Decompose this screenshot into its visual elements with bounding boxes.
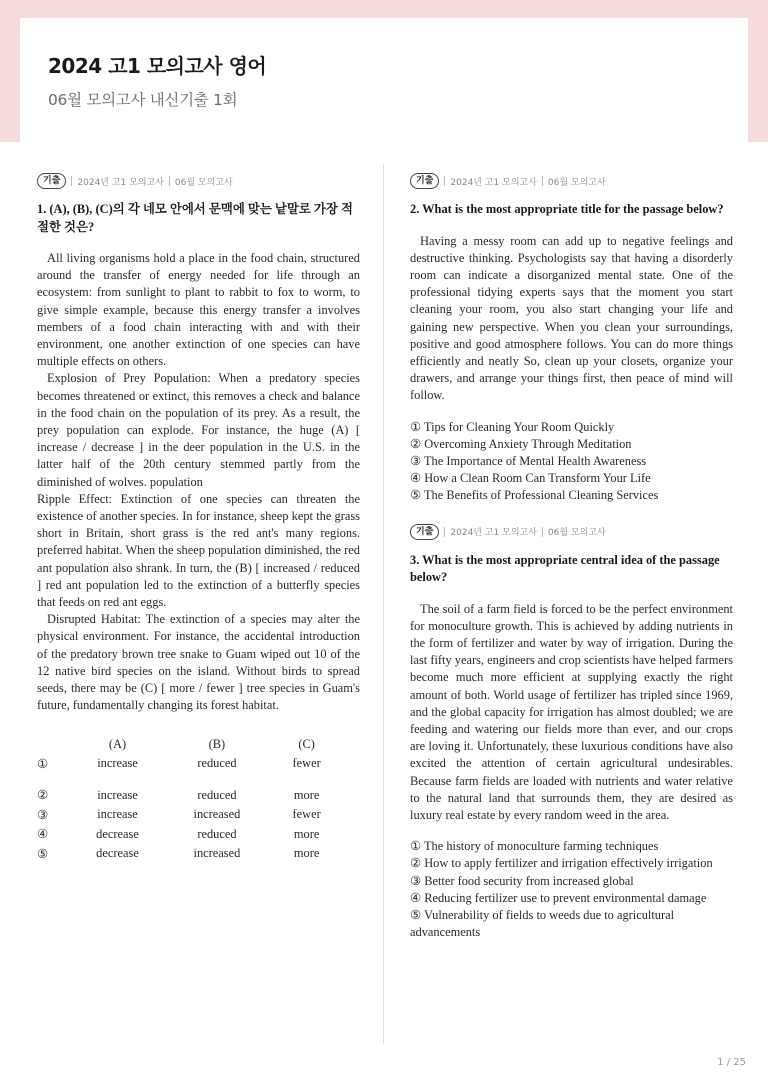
- option-c: more: [293, 826, 320, 841]
- answer-option[interactable]: [37, 824, 360, 844]
- passage-paragraph: Explosion of Prey Population: When a predatory species becomes threatened or extinct, this removes a check and balance in the food chain on the population of its prey. As a result, the prey population can explode. For instance, the huge (A) [ increase / decrease ] in the deer population in the U.S. in the latter half of the 20th century stemmed partly from the diminished of wolves. population: [37, 371, 360, 489]
- option-number: ④: [37, 827, 49, 842]
- question-passage: [410, 601, 733, 825]
- option-number: ③: [37, 807, 49, 822]
- option-c: fewer: [292, 807, 321, 822]
- page-number: 1 / 25: [717, 1057, 746, 1068]
- option-b: reduced: [197, 756, 237, 771]
- passage-paragraph: Having a messy room can add up to negative feelings and destructive thinking. Psychologists say that having a disorderly room can indicate a disorganized mental state. One of the professional tidying experts says that the moment you start cleaning your room, you also start changing your life and gaining new perspective. When you clean your surroundings, positive and good atmosphere follows. You can do more things efficiently and neatly So, clean up your closets, organize your drawers, and arrange your things first, then peace of mind will follow.: [410, 233, 733, 403]
- document-title: 2024 고1 모의고사 영어: [48, 54, 267, 78]
- question-title: 2. What is the most appropriate title for the passage below?: [410, 202, 724, 216]
- answer-table-header: [37, 734, 360, 754]
- option-a: decrease: [96, 826, 139, 841]
- document-subtitle: 06월 모의고사 내신기출 1회: [48, 91, 238, 109]
- question-meta: [410, 172, 733, 190]
- choice-option[interactable]: ③ Better food security from increased global: [410, 873, 634, 888]
- meta-separator: [71, 176, 72, 186]
- option-b: increased: [193, 846, 241, 861]
- question-passage: [410, 233, 733, 405]
- answer-option[interactable]: [37, 785, 360, 805]
- column-header: (A): [108, 736, 127, 751]
- choice-list: [410, 419, 733, 505]
- choice-option[interactable]: ② How to apply fertilizer and irrigation effectively irrigation: [410, 856, 713, 871]
- answer-option[interactable]: [37, 844, 360, 864]
- meta-separator: [542, 176, 543, 186]
- source-badge: 기출: [410, 173, 439, 189]
- option-b: increased: [193, 807, 241, 822]
- choice-option[interactable]: ① Tips for Cleaning Your Room Quickly: [410, 419, 615, 434]
- option-number: ⑤: [37, 846, 49, 861]
- meta-month: 06월 모의고사: [547, 177, 606, 188]
- passage-paragraph: All living organisms hold a place in the food chain, structured around the transfer of energy needed for life through an ecosystem: from sunlight to plant to rabbit to fox to worm, to give simple example, because this energy transfer a involves members of a food chain interacting with and with their environment, one another extinction of one species can have multiple effects on others.: [37, 251, 360, 369]
- meta-source: 2024년 고1 모의고사: [77, 177, 164, 188]
- option-a: decrease: [96, 846, 139, 861]
- answer-option[interactable]: [37, 754, 360, 774]
- column-header: (B): [208, 736, 226, 751]
- question-2: [410, 172, 733, 505]
- meta-month: 06월 모의고사: [174, 177, 233, 188]
- answer-table: [37, 734, 360, 863]
- option-c: more: [293, 846, 320, 861]
- meta-month: 06월 모의고사: [547, 528, 606, 539]
- option-number: ①: [37, 756, 49, 771]
- choice-option[interactable]: ⑤ Vulnerability of fields to weeds due to agricultural advancements: [410, 908, 675, 940]
- option-c: more: [293, 787, 320, 802]
- option-b: reduced: [197, 787, 237, 802]
- question-meta: [37, 172, 360, 190]
- choice-list: [410, 838, 733, 941]
- option-a: increase: [97, 787, 138, 802]
- option-a: increase: [97, 807, 138, 822]
- option-number: ②: [37, 788, 49, 803]
- answer-option[interactable]: [37, 805, 360, 825]
- meta-source: 2024년 고1 모의고사: [450, 177, 537, 188]
- meta-source: 2024년 고1 모의고사: [450, 528, 537, 539]
- choice-option[interactable]: ⑤ The Benefits of Professional Cleaning Services: [410, 488, 659, 503]
- option-c: fewer: [292, 756, 321, 771]
- source-badge: 기출: [37, 173, 66, 189]
- question-meta: [410, 523, 733, 541]
- passage-paragraph: The soil of a farm field is forced to be the perfect environment for monoculture growth. This is achieved by adding nutrients in the form of fertilizer and water by way of irrigation. During the last fifty years, engineers and crop scientists have helped farmers become much more efficient at supplying exactly the right amount of both. World usage of fertilizer has tripled since 1969, and the global capacity for irrigation has almost doubled; we are feeding and watering our fields more than ever, and our crops are loving it. Unfortunately, these luxurious conditions have also excited the attention of certain agricultural undesirables. Because farm fields are loaded with nutrients and water relative to the natural land that surrounds them, they are desired as luxury real estate by every random weed in the area.: [410, 601, 733, 822]
- option-a: increase: [97, 756, 138, 771]
- question-3: [410, 523, 733, 942]
- passage-paragraph: Ripple Effect: Extinction of one species can threaten the existence of another species. In for instance, sheep kept the grass short in Britain, short grass is the red ant's many regions. preferred habitat. When the sheep population diminished, the red ant population also shrank. In turn, the (B) [ increased / reduced ] red ant population led to the extinction of a butterfly species that feeds on red ant eggs.: [37, 491, 360, 610]
- meta-separator: [542, 527, 543, 537]
- choice-option[interactable]: ④ How a Clean Room Can Transform Your Life: [410, 471, 651, 486]
- meta-separator: [444, 527, 445, 537]
- choice-option[interactable]: ③ The Importance of Mental Health Awareness: [410, 453, 647, 468]
- source-badge: 기출: [410, 524, 439, 540]
- passage-paragraph: Disrupted Habitat: The extinction of a species may alter the physical environment. For instance, the accidental introduction of the predatory brown tree snake to Guam wiped out 10 of the 12 native bird species on the island. Without birds to spread seeds, there may be (C) [ more / fewer ] tree species in Guam's future, fundamentally changing its forest habitat.: [37, 612, 360, 713]
- meta-separator: [169, 176, 170, 186]
- header-card: [20, 18, 748, 142]
- choice-option[interactable]: ④ Reducing fertilizer use to prevent environmental damage: [410, 890, 707, 905]
- question-passage: [37, 250, 360, 714]
- right-column: [410, 172, 733, 941]
- column-divider: [383, 164, 384, 1044]
- column-header: (C): [298, 736, 315, 751]
- question-1: [37, 172, 360, 863]
- meta-separator: [444, 176, 445, 186]
- question-title: 1. (A), (B), (C)의 각 네모 안에서 문맥에 맞는 낱말로 가장 적절한 것은?: [37, 202, 353, 234]
- question-title: 3. What is the most appropriate central idea of the passage below?: [410, 552, 720, 585]
- choice-option[interactable]: ② Overcoming Anxiety Through Meditation: [410, 436, 632, 451]
- option-b: reduced: [197, 826, 237, 841]
- choice-option[interactable]: ① The history of monoculture farming techniques: [410, 839, 659, 854]
